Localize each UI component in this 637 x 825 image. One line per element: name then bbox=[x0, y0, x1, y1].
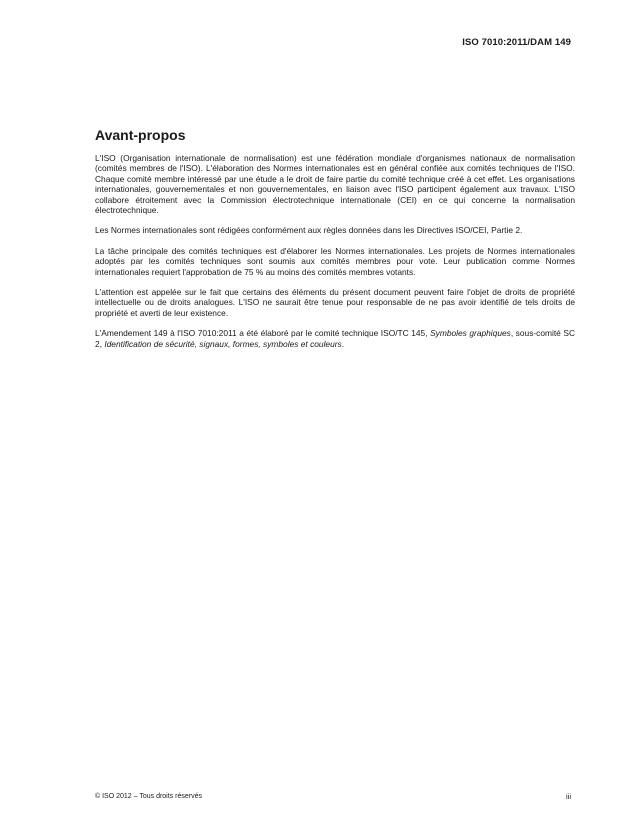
amendment-text-3: . bbox=[341, 338, 345, 349]
foreword-body bbox=[95, 153, 575, 359]
section-title: Avant-propos bbox=[95, 127, 186, 143]
amendment-text-1: L'Amendement 149 à l'ISO 7010:2011 a été élaboré par le comité technique ISO/TC 145, bbox=[95, 328, 431, 339]
amendment-subcommittee-title: Identification de sécurité, signaux, formes, symboles et couleurs bbox=[104, 338, 342, 349]
amendment-committee-title: Symboles graphiques bbox=[430, 328, 511, 339]
paragraph-patent-rights: L'attention est appelée sur le fait que certains des éléments du présent document peuvent faire l'objet de droits de propriété intellectuelle ou de droits analogues. L'ISO ne saurait être tenue pour responsable de ne pas avoir identifié de tels droits de propriété et averti de leur existence. bbox=[95, 287, 575, 318]
paragraph-technical-committees: La tâche principale des comités techniques est d'élaborer les Normes internationales. Les projets de Normes internationales adoptés par les comités techniques sont soumis aux comités membres pour vote. Leur publication comme Normes internationales requiert l'approbation de 75 % au moins des comités membres votants. bbox=[95, 245, 575, 277]
paragraph-directives: Les Normes internationales sont rédigées conformément aux règles données dans les Directives ISO/CEI, Partie 2. bbox=[95, 225, 523, 236]
amendment-text-2: , sous-comité SC 2, bbox=[95, 328, 575, 349]
paragraph-iso-organisation: L'ISO (Organisation internationale de normalisation) est une fédération mondiale d'organismes nationaux de normalisation (comités membres de l'ISO). L'élaboration des Normes internationales est en général confiée aux comités techniques de l'ISO. Chaque comité membre intéressé par une étude a le droit de faire partie du comité technique créé à cet effet. Les organisations internationales, gouvernementales et non gouvernementales, en liaison avec l'ISO participent également aux travaux. L'ISO collabore étroitement avec la Commission électrotechnique internationale (CEI) en ce qui concerne la normalisation électrotechnique. bbox=[95, 153, 575, 216]
copyright-footer: © ISO 2012 – Tous droits réservés bbox=[95, 793, 202, 800]
document-id-header: ISO 7010:2011/DAM 149 bbox=[462, 37, 571, 48]
page-number: iii bbox=[566, 792, 571, 801]
paragraph-amendment bbox=[95, 328, 575, 349]
